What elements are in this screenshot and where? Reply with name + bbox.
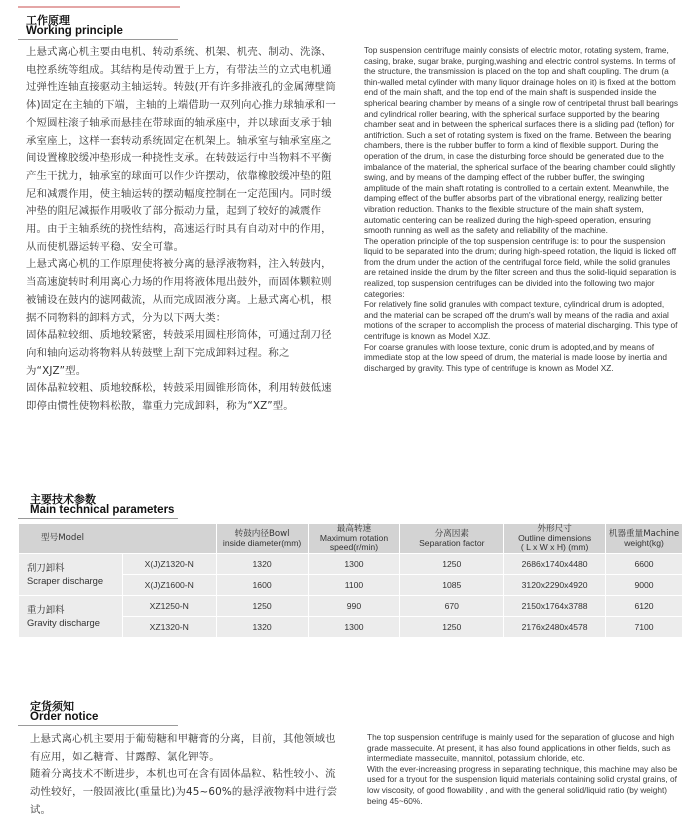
cell-dimensions: 2686x1740x4480 [504,554,606,575]
group-name-cn: 重力卸料 [27,604,65,616]
working-principle-cn-text [26,44,341,416]
cn-paragraph: 上悬式离心机主要由电机、转动系统、机架、机壳、制动、洗涤、电控系统等组成。其结构是传动置于上方，有带法兰的立式电机通过弹性连轴直接驱动主轴运转。转鼓(开有许多排液孔的金属薄壁筒体)固定在主轴的下端，主轴的上端借助一双列向心推力球轴承和一个短圆柱滚子轴承而悬挂在带球面的轴承座中，并以球面支承于轴承室座上，这样一套转动系统固定在机架上。轴承室与轴承室座之间设置橡胶缓冲垫形成一种挠性支承。在转鼓运行中当物料不平衡产生干扰力，轴承室的球面可以作少许摆动，依靠橡胶缓冲垫的阻尼和减震作用，使主轴运转的摆动幅度控制在一定范围内。同时缓冲垫的阻尼减振作用吸收了部分振动力量，起到了较好的减震作用。由于主轴系统的挠性结构，高速运行时具有自动对中的作用，从而使机器运转平稳、安全可靠。 [26,46,336,253]
header-speed-en-unit: speed(r/min) [329,542,379,552]
en-paragraph: Top suspension centrifuge mainly consists of electric motor, rotating system, frame, casing, brake, sugar brake, purging,washing and electric control systems. In terms of the structure, the transmission is placed on the top and shaft coupling. The drum (a thin-walled metal cylinder with many liquor drainage holes on it) is fixed at the bottom end of the main shaft, and the top end of the main shaft is suspended inside the spherical bearing chamber by means of a single row of centripetal thrust ball bearings and cylindrical roller bearing, with the spherical surface supported by the bearing chamber seat and in between the spherical surfaces there is a sliding pad (teflon) for antifriction. Such a set of rotating system is fixed on the frame. Between the bearing chambers, there is the rubber buffer to form a kind of flexible support. During the operation of the drum, in case the disturbing force should be generated due to the imbalance of the material, the spherical surface of the bearing chamber could slightly swing, and by means of the damping effect of the rubber buffer, the swinging amplitude of the main shaft rotating is controlled to a certain extent. Meanwhile, the damping effect of the buffer absorbs part of the vibrational energy, realizing better vibration reduction. Thanks to the flexible structure of the main shaft system, automatic centering can be realized during the high-speed operation, ensuring smooth running as well as the safety and reliability of the machine. [364,45,679,236]
tech-params-title-en: Main technical parameters [30,504,175,516]
cn-paragraph: 上悬式离心机主要用于葡萄糖和甲糖膏的分离，目前，其他领域也有应用，如乙糖膏、甘露醇、氯化钾等。 [30,733,336,763]
order-notice-title-cn: 定货须知 [30,700,74,713]
cell-speed: 1300 [308,554,400,575]
order-notice-en-text [367,732,681,806]
header-speed [308,524,400,554]
en-paragraph: The operation principle of the top suspension centrifuge is: to pour the suspension liquid to be separated into the drum; during high-speed rotation, the liquid is licked off from the drum under the action of the centrifugal force field, while the solid granules are retained inside the drum by the filter screen and thus the solid-liquid separation is realized, top suspension centrifuges can be divided into the following two major categories: [364,235,677,299]
en-paragraph: For coarse granules with loose texture, conic drum is adopted,and by means of immediate stop at the low speed of drum, the material is made loose by inertia and discharged by gravity. This type of centrifuge is known as Model XZ. [364,341,667,373]
header-weight-en: weight(kg) [624,537,664,548]
top-accent-line [18,6,180,8]
header-dimensions-en-unit: ( L x W x H) (mm) [520,542,589,552]
cell-bowl: 1600 [216,575,308,596]
en-paragraph: With the ever-increasing progress in separating technique, this machine may also be used for a tryout for the suspension liquid materials containing solid crystal grains, of low viscosity, of good flowability , and with the general solid/liquid ratio (by weight) being 45~60%. [367,763,678,806]
header-bowl-en: inside diameter(mm) [222,537,302,548]
cell-model: X(J)Z1320-N [122,554,216,575]
en-paragraph: The top suspension centrifuge is mainly used for the separation of glucose and high grade massecuite. At present, it has also found applications in other fields, such as intermediate massecuite, mannitol, potassium chloride, etc. [367,732,675,764]
header-bowl [216,524,308,554]
working-principle-title-en: Working principle [26,25,123,37]
group-name-en: Gravity discharge [27,616,100,628]
working-principle-en-text [364,45,680,373]
table-row [19,596,683,617]
section-divider [18,39,178,40]
group-name-cn: 刮刀卸料 [27,562,65,574]
cn-paragraph: 固体晶粒较细、质地较紧密，转鼓采用圆柱形筒体，可通过刮刀径向和轴向运动将物料从转鼓壁上刮下完成卸料过程。称之为“XJZ”型。 [26,329,332,377]
cell-weight: 6600 [606,554,683,575]
header-dimensions-en: Outline dimensions [518,533,592,543]
cell-model: XZ1250-N [122,596,216,617]
cn-paragraph: 上悬式离心机的工作原理使将被分离的悬浮液物料，注入转鼓内，当高速旋转时利用离心力场的作用将液体甩出鼓外，而固体颗粒则被铺设在鼓内的滤网截流，从而完成固液分离。上悬式离心机，根据不同物料的卸料方式，分为以下两大类： [26,258,332,324]
header-separation-en: Separation factor [419,537,485,548]
cell-weight: 6120 [606,596,683,617]
header-separation [400,524,504,554]
cell-separation: 1250 [400,554,504,575]
cell-speed: 1100 [308,575,400,596]
cell-separation: 1250 [400,617,504,638]
cell-separation: 670 [400,596,504,617]
header-speed-en: Maximum rotation [319,533,389,543]
group-name-en: Scraper discharge [27,574,104,586]
cell-weight: 9000 [606,575,683,596]
table-header-row [19,524,683,554]
cell-separation: 1085 [400,575,504,596]
cell-speed: 990 [308,596,400,617]
cell-dimensions: 2176x2480x4578 [504,617,606,638]
cell-model: X(J)Z1600-N [122,575,216,596]
cell-bowl: 1250 [216,596,308,617]
cell-model: XZ1320-N [122,617,216,638]
header-weight-cn: 机器重量Machine [608,528,680,539]
working-principle-title-cn: 工作原理 [26,14,70,27]
section-divider [18,518,178,519]
header-separation-cn: 分离因素 [434,528,469,539]
en-paragraph: For relatively fine solid granules with compact texture, cylindrical drum is adopted, and the material can be scraped off the drum's wall by means of the radia and axial motions of the scraper to accomplish the process of material discharging. This type of centrifuge is known as Model XJZ. [364,299,678,342]
cell-dimensions: 2150x1764x3788 [504,596,606,617]
cell-speed: 1300 [308,617,400,638]
header-weight [606,524,683,554]
order-notice-cn-text [30,731,340,820]
tech-params-title-cn: 主要技术参数 [30,493,96,506]
order-notice-title-en: Order notice [30,711,99,723]
cell-dimensions: 3120x2290x4920 [504,575,606,596]
header-speed-cn: 最高转速 [336,524,372,534]
header-model: 型号Model [19,524,217,554]
header-bowl-cn: 转鼓内径Bowl [234,528,290,539]
cell-weight: 7100 [606,617,683,638]
header-dimensions [504,524,606,554]
cell-bowl: 1320 [216,617,308,638]
group-scraper-discharge [19,554,123,596]
table-row [19,554,683,575]
cn-paragraph: 随着分离技术不断进步，本机也可在含有固体晶粒、粘性较小、流动性较好，一般固液比(重量比)为45~60%的悬浮液物料中进行尝试。 [30,768,338,816]
group-gravity-discharge [19,596,123,638]
technical-parameters-table [18,523,683,638]
cn-paragraph: 固体晶粒较粗、质地较酥松，转鼓采用圆锥形筒体，利用转鼓低速即停由惯性使物料松散，靠重力完成卸料，称为“XZ”型。 [26,382,332,413]
header-dimensions-cn: 外形尺寸 [537,524,572,534]
cell-bowl: 1320 [216,554,308,575]
section-divider [18,725,178,726]
